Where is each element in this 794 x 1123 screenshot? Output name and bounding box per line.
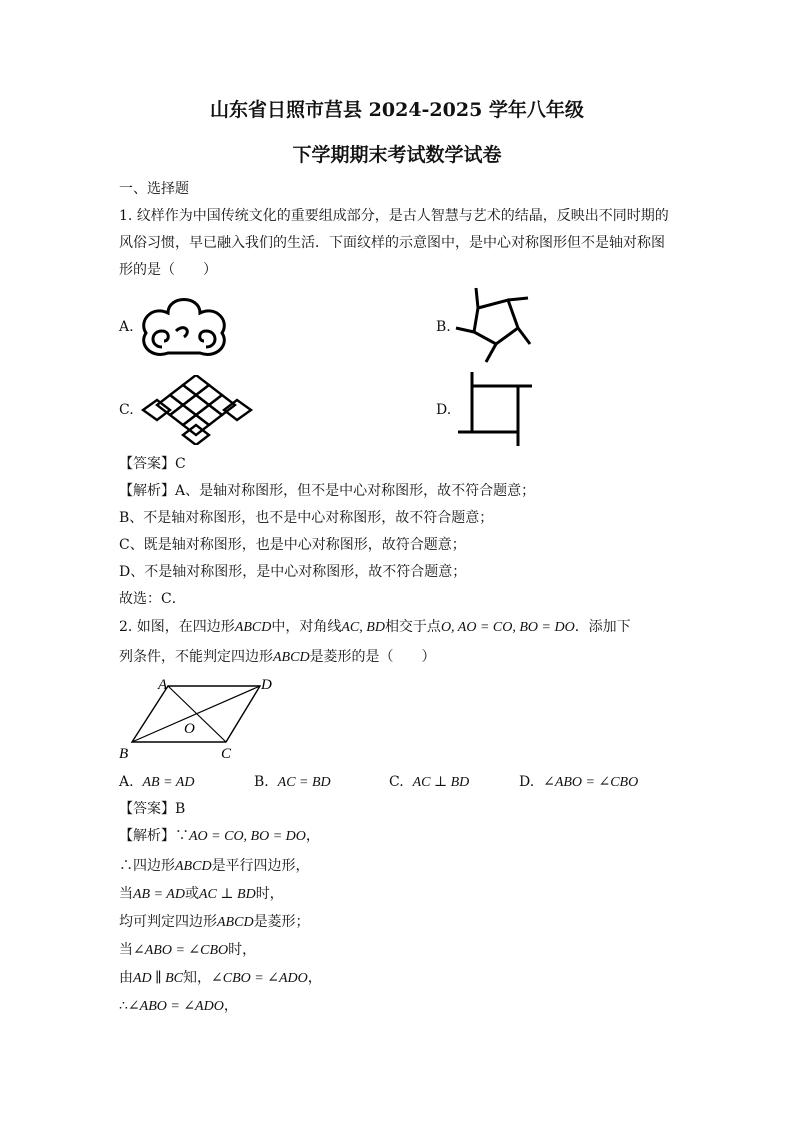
q2-option-c bbox=[389, 772, 469, 793]
q2-option-b bbox=[254, 772, 331, 793]
q2-solution-line6 bbox=[119, 968, 322, 989]
solution-text: 当 bbox=[119, 942, 133, 958]
q2-solution-line2 bbox=[119, 856, 310, 877]
q1-option-c-label: C. bbox=[119, 402, 134, 418]
vertex-label-b: B bbox=[119, 746, 129, 762]
section-heading: 一、选择题 bbox=[119, 181, 189, 197]
q1-answer: 【答案】C bbox=[119, 456, 186, 472]
diagonal-bd bbox=[132, 686, 260, 742]
solution-math: ∠CBO = ∠ADO bbox=[211, 971, 308, 986]
option-math: AC = BD bbox=[277, 775, 331, 790]
q1-explanation-line4: D、不是轴对称图形，是中心对称图形，故不符合题意； bbox=[119, 564, 467, 580]
cloud-pattern-icon bbox=[138, 291, 230, 361]
solution-math: AD ∥ BC bbox=[133, 971, 184, 986]
q1-explanation-line1: 【解析】A、是轴对称图形，但不是中心对称图形，故不符合题意； bbox=[119, 483, 536, 499]
solution-text: ， bbox=[223, 998, 238, 1014]
q2-solution-line7 bbox=[119, 996, 238, 1017]
solution-text: 或 bbox=[184, 886, 199, 902]
solution-math: ABCD bbox=[217, 915, 254, 930]
option-label: C. bbox=[389, 774, 404, 790]
vertex-label-c: C bbox=[221, 746, 232, 762]
solution-text: 均可判定四边形 bbox=[119, 914, 217, 930]
solution-text: ∴ bbox=[119, 998, 128, 1014]
q1-option-a-label: A. bbox=[119, 319, 134, 335]
parallelogram-diagram bbox=[114, 672, 284, 764]
q1-text-line2: 风俗习惯，早已融入我们的生活．下面纹样的示意图中，是中心对称图形但不是轴对称图 bbox=[119, 235, 665, 251]
option-math: ∠ABO = ∠CBO bbox=[543, 775, 639, 790]
q2-option-d bbox=[519, 772, 638, 793]
vertex-label-a: A bbox=[158, 677, 168, 693]
q1-explanation-line2: B、不是轴对称图形，也不是中心对称图形，故不符合题意； bbox=[119, 510, 494, 526]
solution-text: 知， bbox=[183, 970, 212, 986]
pentagon-pinwheel-icon bbox=[452, 286, 534, 366]
q2-text-part: 相交于点 bbox=[384, 619, 441, 635]
doc-title-line1: 山东省日照市莒县 2024-2025 学年八年级 bbox=[210, 99, 584, 121]
q2-text-part: ．添加下 bbox=[574, 619, 631, 635]
doc-title-line2: 下学期期末考试数学试卷 bbox=[292, 144, 502, 166]
q1-text-line3: 形的是（ ） bbox=[119, 262, 217, 278]
q2-text-line1 bbox=[119, 617, 631, 638]
solution-text: 时， bbox=[228, 942, 257, 958]
center-label-o: O bbox=[184, 721, 195, 737]
solution-math: ABCD bbox=[175, 859, 212, 874]
q1-text-line1: 1. 纹样作为中国传统文化的重要组成部分，是古人智慧与艺术的结晶，反映出不同时期的 bbox=[119, 208, 669, 224]
solution-text: 【解析】∵ bbox=[119, 828, 189, 844]
q2-option-a bbox=[119, 772, 194, 793]
q2-math-abcd: ABCD bbox=[273, 650, 310, 665]
q2-solution-line1 bbox=[119, 826, 320, 847]
q2-solution-line3 bbox=[119, 884, 284, 905]
option-label: D. bbox=[519, 774, 535, 790]
q2-text-part: 2. 如图，在四边形 bbox=[119, 619, 235, 635]
q1-option-b-label: B. bbox=[436, 319, 451, 335]
square-swastika-like-icon bbox=[456, 372, 536, 446]
q2-text-part: 列条件，不能判定四边形 bbox=[119, 649, 273, 665]
option-math: AB = AD bbox=[142, 775, 195, 790]
solution-text: ∴四边形 bbox=[119, 858, 175, 874]
solution-math: AO = CO, BO = DO bbox=[189, 829, 306, 844]
solution-text: ， bbox=[307, 970, 322, 986]
q2-solution-line4 bbox=[119, 912, 310, 933]
q1-explanation-line5: 故选：C． bbox=[119, 591, 186, 607]
vertex-label-d: D bbox=[261, 677, 272, 693]
solution-text: 时， bbox=[255, 886, 284, 902]
endless-knot-icon bbox=[140, 375, 254, 445]
solution-text: ， bbox=[305, 828, 320, 844]
solution-text: 是菱形； bbox=[253, 914, 310, 930]
q2-math-conditions: O, AO = CO, BO = DO bbox=[440, 620, 575, 635]
q1-explanation-line3: C、既是轴对称图形，也是中心对称图形，故符合题意； bbox=[119, 537, 466, 553]
q2-solution-line5 bbox=[119, 940, 256, 961]
q2-text-part: 是菱形的是（ ） bbox=[309, 649, 436, 665]
q2-text-part: 中，对角线 bbox=[271, 619, 342, 635]
solution-math: AC ⊥ BD bbox=[198, 887, 256, 902]
q2-math-diagonals: AC, BD bbox=[341, 620, 385, 635]
solution-math: ∠ABO = ∠CBO bbox=[133, 943, 229, 958]
solution-text: 由 bbox=[119, 970, 133, 986]
solution-text: 当 bbox=[119, 886, 133, 902]
solution-math: AB = AD bbox=[133, 887, 185, 902]
option-label: A. bbox=[119, 774, 134, 790]
option-label: B. bbox=[254, 774, 269, 790]
q2-text-line2 bbox=[119, 647, 436, 668]
q2-answer: 【答案】B bbox=[119, 801, 186, 817]
solution-math: ∠ABO = ∠ADO bbox=[127, 999, 224, 1014]
q2-math-abcd: ABCD bbox=[234, 620, 272, 635]
option-math: AC ⊥ BD bbox=[412, 775, 470, 790]
solution-text: 是平行四边形， bbox=[211, 858, 310, 874]
q1-option-d-label: D. bbox=[436, 402, 452, 418]
